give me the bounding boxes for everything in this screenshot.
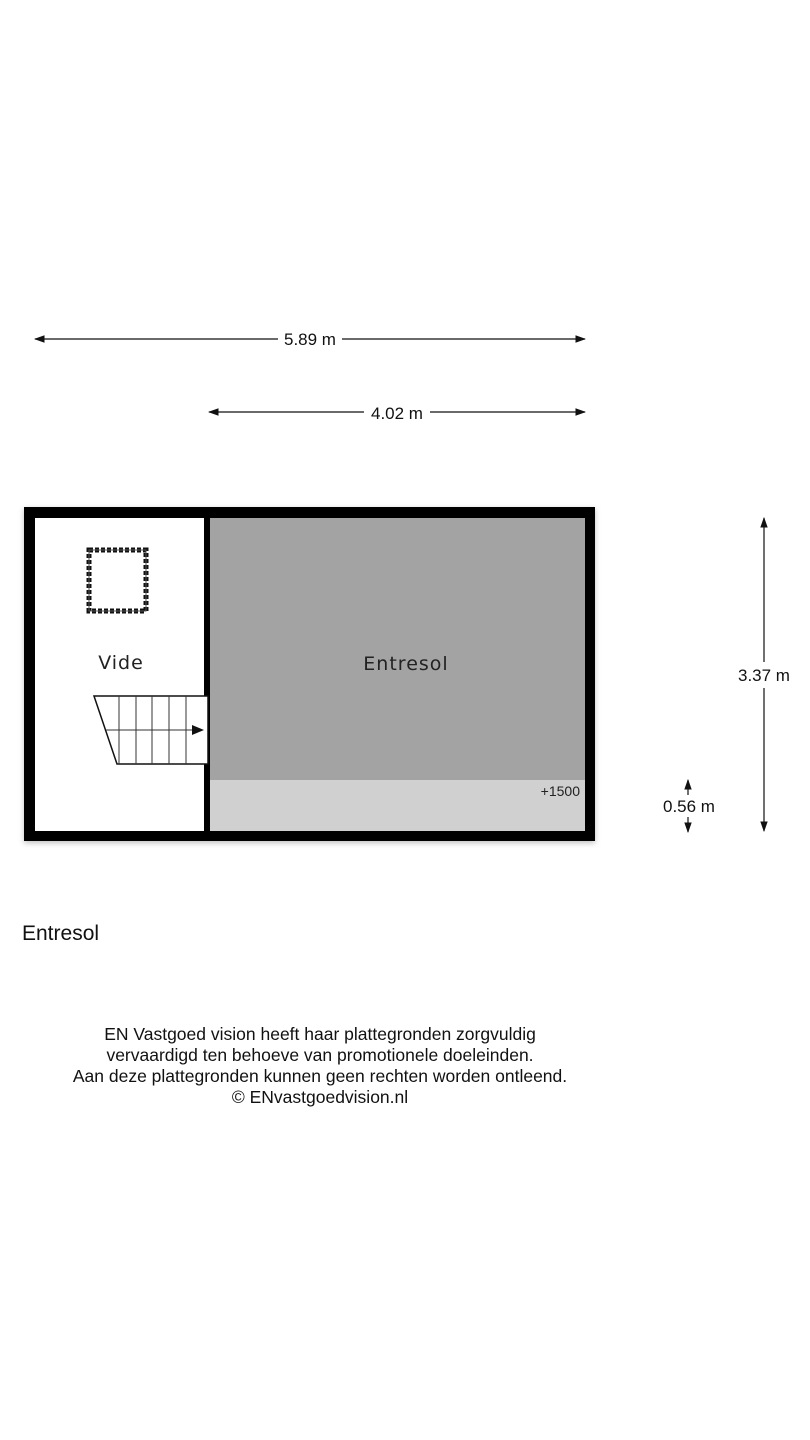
- dimension-entresol-width-label: 4.02 m: [371, 404, 423, 423]
- disclaimer-line: EN Vastgoed vision heeft haar plattegronden zorgvuldig: [104, 1024, 536, 1044]
- lower-level-strip: [210, 780, 585, 831]
- dimension-total-depth: [738, 518, 790, 831]
- dimension-total-width: [35, 330, 585, 349]
- dimension-total-depth-label: 3.37 m: [738, 666, 790, 685]
- room-label-entresol: Entresol: [363, 653, 449, 675]
- dimension-entresol-width: [209, 404, 585, 423]
- dimension-total-width-label: 5.89 m: [284, 330, 336, 349]
- level-marker: +1500: [540, 783, 580, 799]
- entresol-room: [210, 518, 585, 780]
- dimension-step-height-label: 0.56 m: [663, 797, 715, 816]
- dimension-step-height: [663, 780, 715, 832]
- floor-name: Entresol: [22, 922, 100, 945]
- disclaimer: [20, 1024, 620, 1108]
- room-label-vide: Vide: [98, 652, 144, 674]
- copyright: © ENvastgoedvision.nl: [231, 1087, 409, 1107]
- disclaimer-line: Aan deze plattegronden kunnen geen rechten worden ontleend.: [72, 1066, 568, 1086]
- disclaimer-line: vervaardigd ten behoeve van promotionele doeleinden.: [106, 1045, 534, 1065]
- vide-room: [35, 518, 204, 831]
